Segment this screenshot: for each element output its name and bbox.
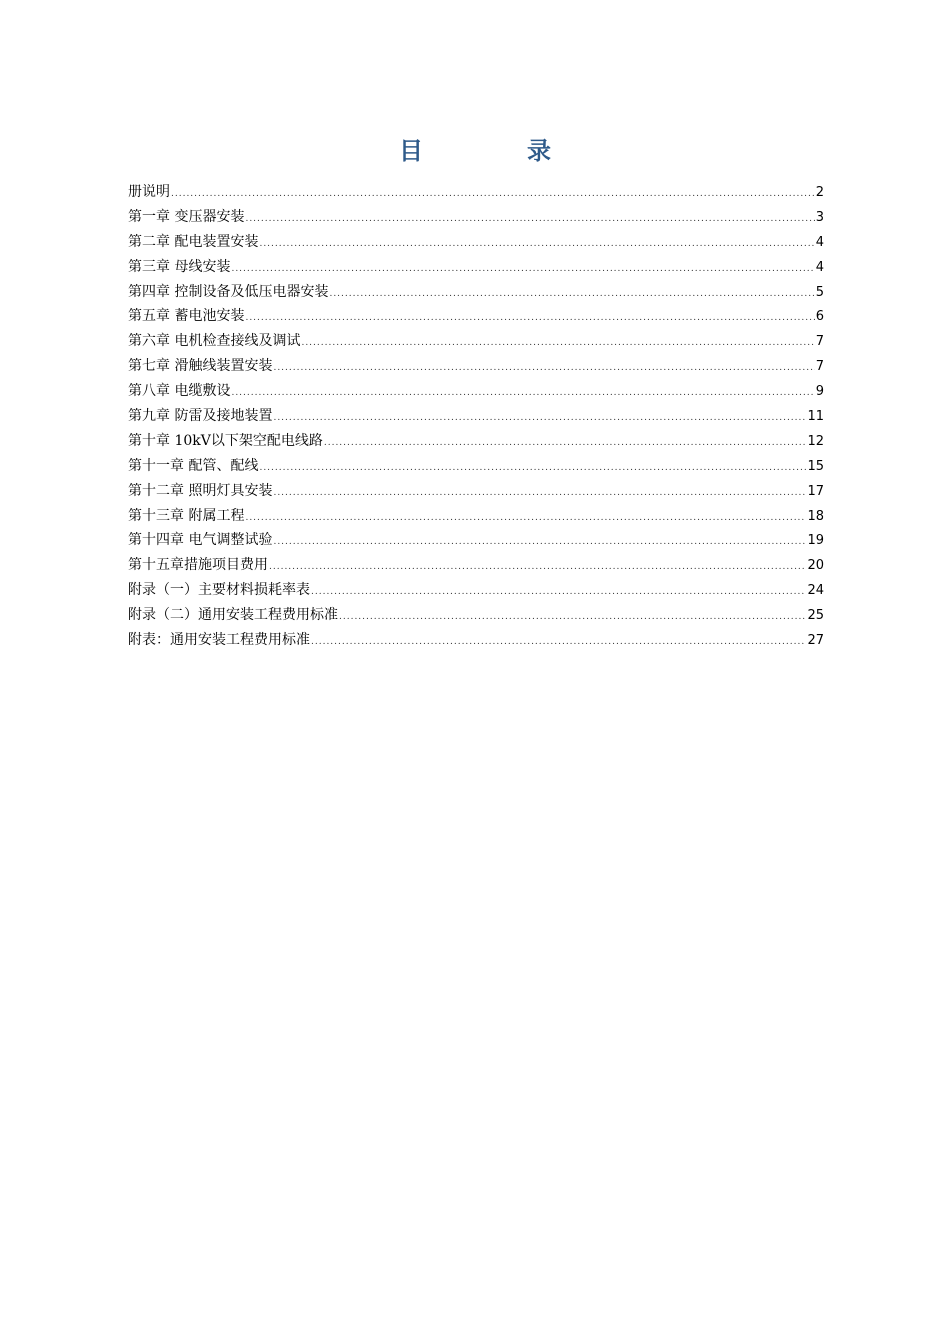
dot-leader bbox=[324, 431, 807, 456]
toc-page-number: 11 bbox=[807, 409, 824, 425]
dot-leader bbox=[273, 481, 806, 506]
toc-entry-chapter-13[interactable] bbox=[128, 504, 824, 529]
toc-page-number: 19 bbox=[807, 533, 824, 549]
toc-entry-label: 附录（二）通用安装工程费用标准 bbox=[128, 607, 338, 624]
toc-entry-label: 附表：通用安装工程费用标准 bbox=[128, 632, 310, 649]
toc-page-number: 27 bbox=[807, 633, 824, 649]
toc-entry-chapter-6[interactable] bbox=[128, 329, 824, 354]
dot-leader bbox=[269, 555, 806, 580]
toc-entry-chapter-14[interactable] bbox=[128, 528, 824, 553]
dot-leader bbox=[311, 580, 806, 605]
toc-page-number: 9 bbox=[815, 384, 824, 400]
toc-entry-label: 第四章 控制设备及低压电器安装 bbox=[128, 283, 329, 300]
toc-page-number: 24 bbox=[807, 583, 824, 599]
dot-leader bbox=[245, 207, 814, 232]
dot-leader bbox=[273, 356, 814, 381]
toc-entry-chapter-4[interactable] bbox=[128, 280, 824, 305]
toc-page-number: 7 bbox=[815, 359, 824, 375]
toc-page-number: 6 bbox=[815, 309, 824, 325]
toc-page-number: 25 bbox=[807, 608, 824, 624]
toc-page-number: 20 bbox=[807, 558, 824, 574]
toc-entry-label: 第一章 变压器安装 bbox=[128, 208, 245, 225]
dot-leader bbox=[273, 530, 806, 555]
toc-entry-label: 第七章 滑触线装置安装 bbox=[128, 358, 273, 375]
toc-entry-label: 第十二章 照明灯具安装 bbox=[128, 482, 273, 499]
toc-entry-preface[interactable] bbox=[128, 180, 824, 205]
toc-entry-label: 第六章 电机检查接线及调试 bbox=[128, 333, 301, 350]
dot-leader bbox=[259, 456, 806, 481]
toc-page-number: 3 bbox=[815, 209, 824, 225]
toc-entry-chapter-10[interactable] bbox=[128, 429, 824, 454]
toc-title: 目 录 bbox=[399, 136, 591, 165]
toc-page-number: 5 bbox=[815, 284, 824, 300]
dot-leader bbox=[245, 506, 806, 531]
toc-entry-label: 第十四章 电气调整试验 bbox=[128, 532, 273, 549]
toc-entry-chapter-2[interactable] bbox=[128, 230, 824, 255]
dot-leader bbox=[171, 182, 815, 207]
toc-entry-label: 第三章 母线安装 bbox=[128, 258, 231, 275]
toc-page-number: 18 bbox=[807, 508, 824, 524]
toc-page-number: 7 bbox=[815, 334, 824, 350]
toc-entry-chapter-7[interactable] bbox=[128, 354, 824, 379]
toc-entry-chapter-12[interactable] bbox=[128, 479, 824, 504]
toc-entry-appendix-1[interactable] bbox=[128, 578, 824, 603]
toc-entry-label: 第十三章 附属工程 bbox=[128, 507, 245, 524]
dot-leader bbox=[231, 257, 814, 282]
toc-entry-chapter-9[interactable] bbox=[128, 404, 824, 429]
toc-entry-label: 第五章 蓄电池安装 bbox=[128, 308, 245, 325]
toc-entry-chapter-3[interactable] bbox=[128, 255, 824, 280]
toc-entry-label: 第十五章措施项目费用 bbox=[128, 557, 268, 574]
dot-leader bbox=[301, 331, 814, 356]
toc-entry-label: 册说明 bbox=[128, 184, 170, 200]
toc-entry-chapter-15[interactable] bbox=[128, 553, 824, 578]
toc-entry-label: 第八章 电缆敷设 bbox=[128, 383, 231, 400]
toc-entry-label: 第九章 防雷及接地装置 bbox=[128, 408, 273, 425]
toc-page-number: 12 bbox=[807, 433, 824, 449]
toc-entry-label: 附录（一）主要材料损耗率表 bbox=[128, 582, 310, 599]
dot-leader bbox=[231, 381, 814, 406]
toc-entry-chapter-11[interactable] bbox=[128, 454, 824, 479]
toc-entry-label: 第二章 配电装置安装 bbox=[128, 233, 259, 250]
toc-entry-chapter-8[interactable] bbox=[128, 379, 824, 404]
toc-page-number: 4 bbox=[815, 234, 824, 250]
toc-list bbox=[128, 180, 824, 653]
toc-entry-attached-table[interactable] bbox=[128, 628, 824, 653]
toc-entry-label: 第十章 10kV以下架空配电线路 bbox=[128, 432, 323, 449]
toc-entry-appendix-2[interactable] bbox=[128, 603, 824, 628]
dot-leader bbox=[273, 406, 806, 431]
toc-page-number: 17 bbox=[807, 483, 824, 499]
dot-leader bbox=[259, 232, 814, 257]
toc-entry-chapter-5[interactable] bbox=[128, 304, 824, 329]
dot-leader bbox=[339, 605, 806, 630]
dot-leader bbox=[329, 282, 814, 307]
toc-page-number: 15 bbox=[807, 458, 824, 474]
toc-entry-label: 第十一章 配管、配线 bbox=[128, 457, 259, 474]
toc-page-number: 2 bbox=[815, 185, 824, 200]
toc-page-number: 4 bbox=[815, 259, 824, 275]
toc-entry-chapter-1[interactable] bbox=[128, 205, 824, 230]
dot-leader bbox=[311, 630, 806, 655]
dot-leader bbox=[245, 306, 814, 331]
